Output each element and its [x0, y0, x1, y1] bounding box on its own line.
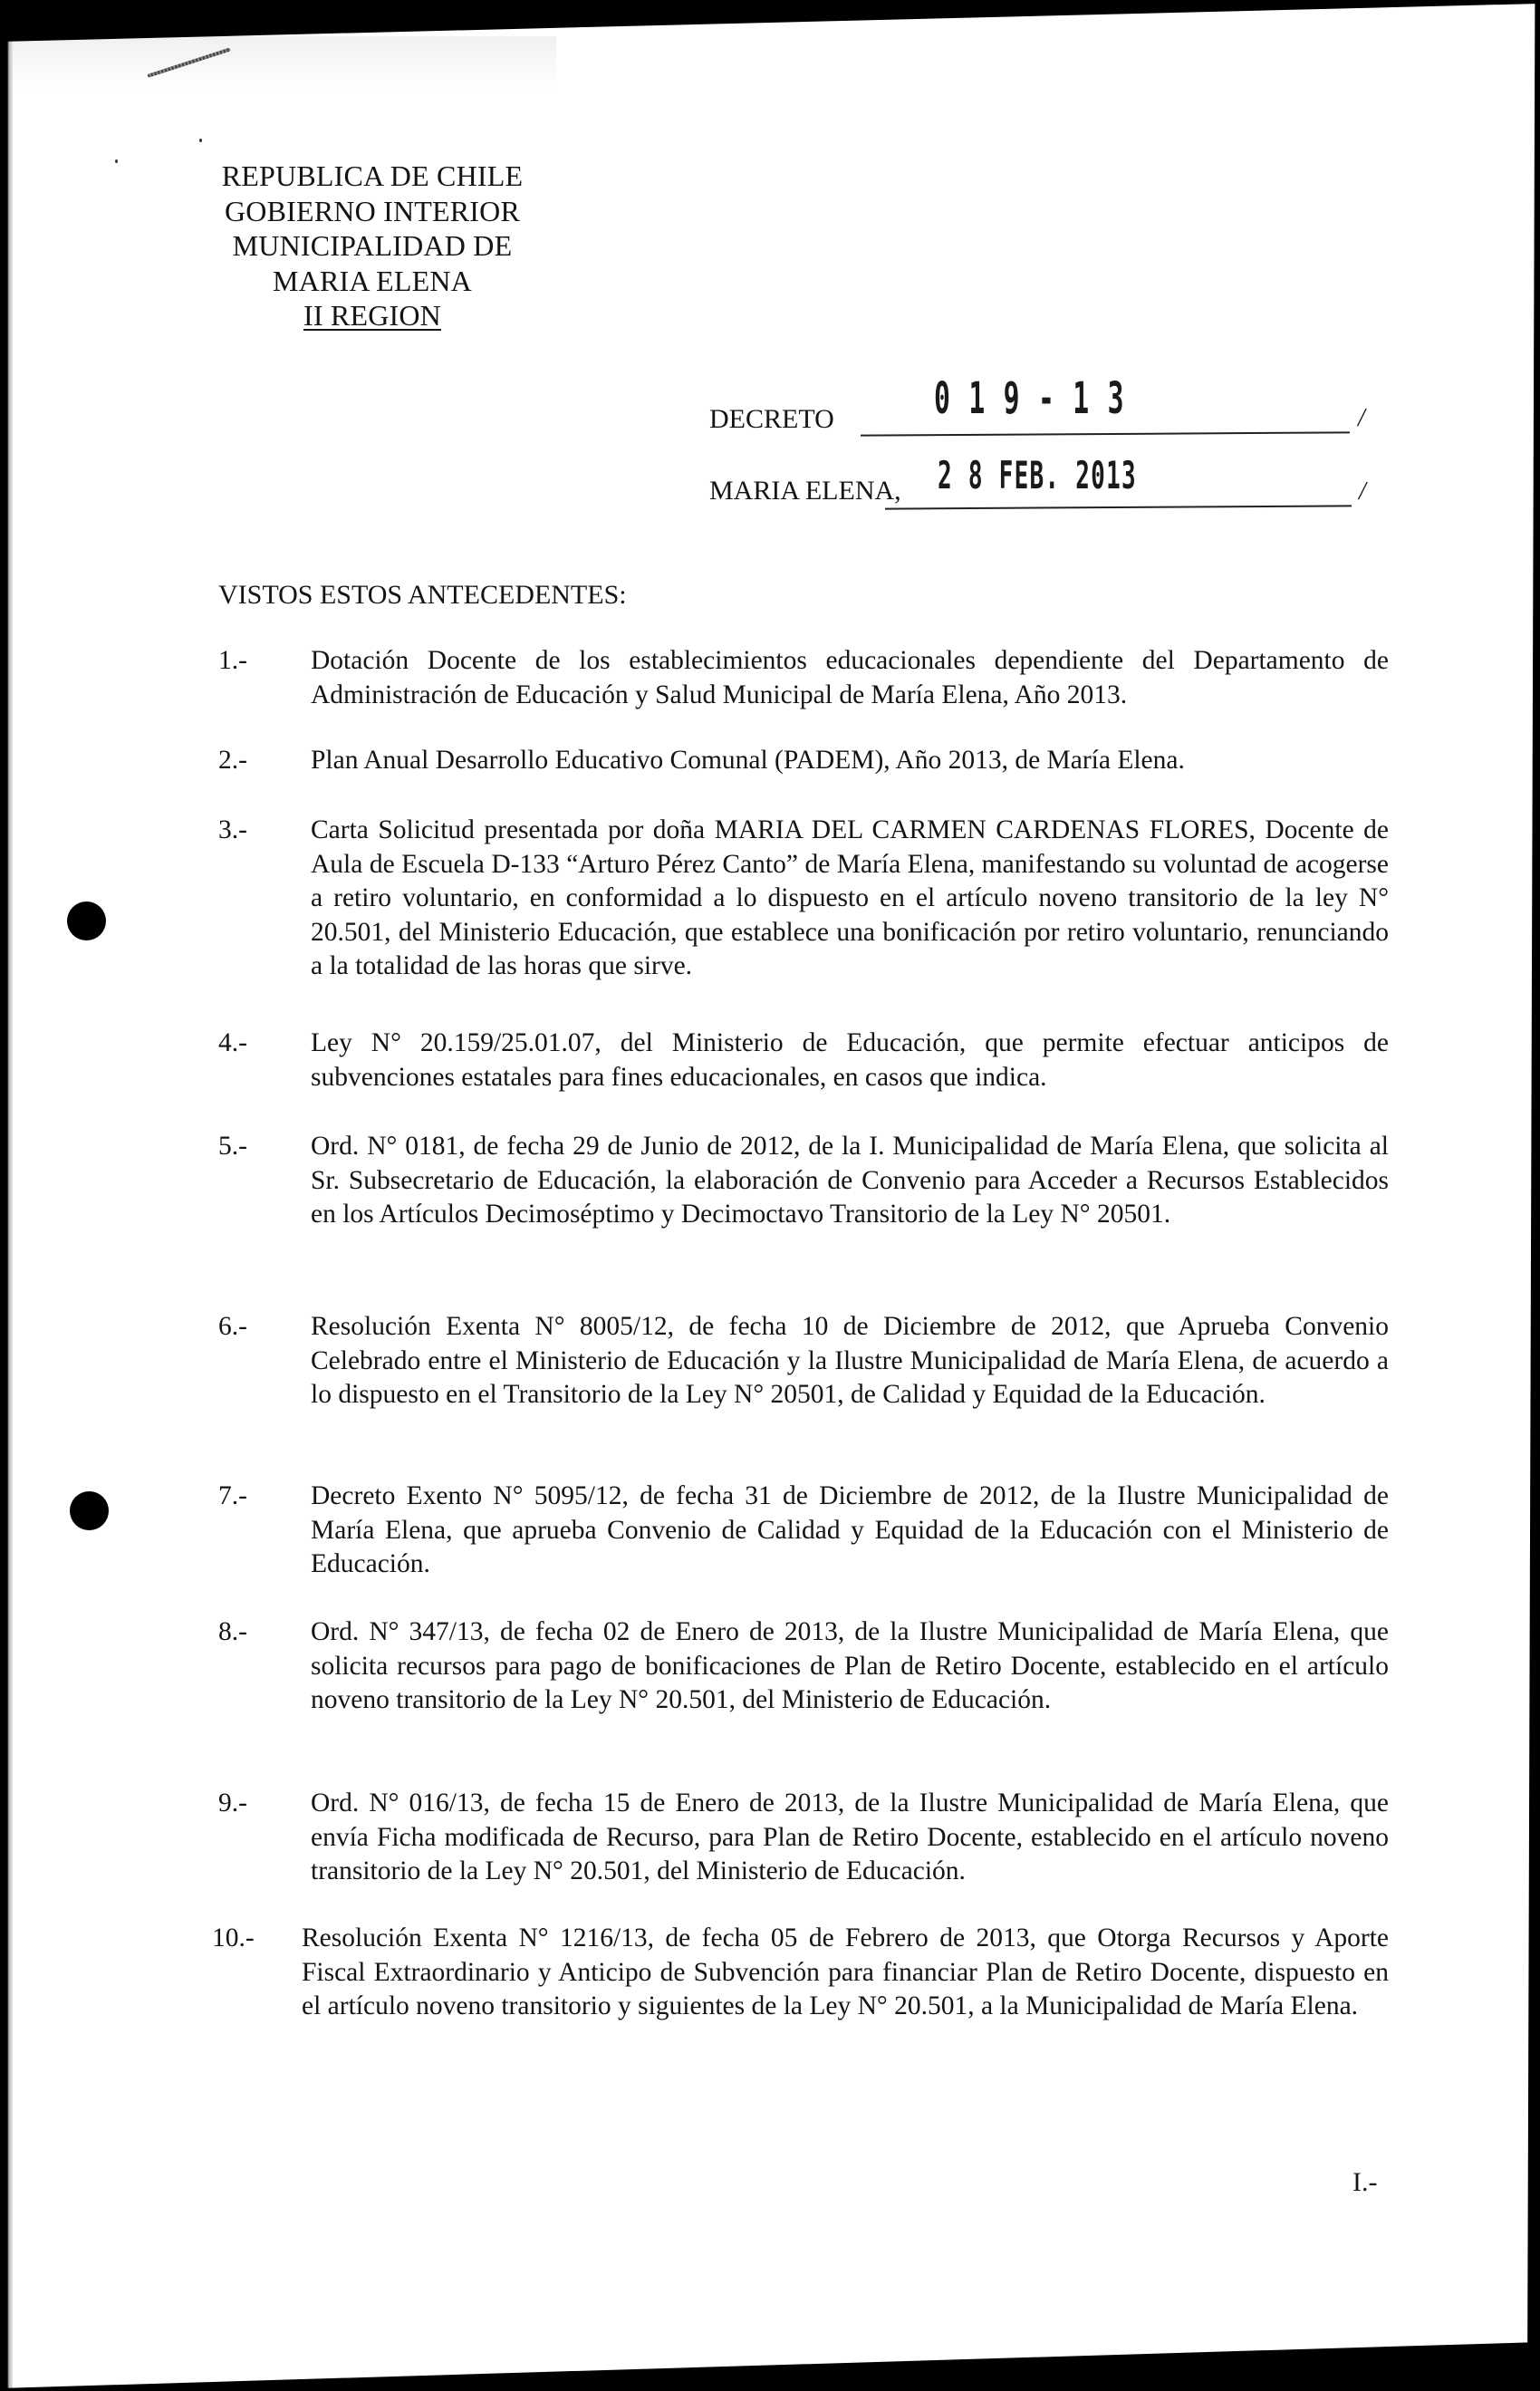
antecedent-item	[218, 644, 1389, 712]
punch-hole-icon	[70, 1491, 109, 1530]
antecedent-item	[218, 814, 1389, 984]
item-number: 1.-	[218, 646, 247, 675]
section-title: VISTOS ESTOS ANTECEDENTES:	[218, 580, 627, 610]
item-number: 7.-	[218, 1481, 247, 1510]
letterhead-line: GOBIERNO INTERIOR	[224, 194, 521, 227]
item-text: Carta Solicitud presentada por doña MARIA DEL CARMEN CARDENAS FLORES, Docente de Aula de Escuela D-133 “Arturo Pérez Canto” de María Elena, manifestando su voluntad de acogerse a retiro voluntario, en conformidad a lo dispuesto en el artículo noveno transitorio de la ley N° 20.501, del Ministerio Educación, que establece una bonificación por retiro voluntario, renunciando a la totalidad de las horas que sirve.	[311, 815, 1389, 980]
antecedent-item	[218, 1130, 1389, 1232]
decreto-field	[709, 373, 1398, 435]
letterhead-region: II REGION	[303, 299, 441, 332]
item-number: 3.-	[218, 815, 247, 844]
scan-top-shadow	[13, 36, 556, 91]
letterhead-line: MUNICIPALIDAD DE	[232, 229, 513, 262]
item-number: 6.-	[218, 1312, 247, 1341]
page-continuation-marker: I.-	[1352, 2167, 1378, 2197]
letterhead-line: REPUBLICA DE CHILE	[221, 159, 524, 192]
date-underline	[885, 505, 1352, 509]
antecedent-item	[218, 744, 1389, 778]
scan-left-dark-edge	[0, 0, 7, 997]
antecedent-item	[212, 1922, 1389, 2024]
item-number: 2.-	[218, 746, 247, 775]
item-text: Ord. N° 016/13, de fecha 15 de Enero de 2013, de la Ilustre Municipalidad de María Elena, que envía Ficha modificada de Recurso, para Plan de Retiro Docente, establecido en el artículo noveno transitorio de la Ley N° 20.501, del Ministerio de Educación.	[311, 1788, 1389, 1885]
item-text: Ord. N° 347/13, de fecha 02 de Enero de 2013, de la Ilustre Municipalidad de María Elena, que solicita recursos para pago de bonificaciones de Plan de Retiro Docente, establecido en el artículo noveno transitorio de la Ley N° 20.501, del Ministerio de Educación.	[311, 1617, 1389, 1714]
scan-right-edge	[1527, 0, 1540, 2391]
item-text: Plan Anual Desarrollo Educativo Comunal (PADEM), Año 2013, de María Elena.	[311, 746, 1185, 775]
decreto-underline	[861, 431, 1350, 436]
date-stamp: 2 8 FEB. 2013	[938, 453, 1137, 497]
item-text: Resolución Exenta N° 1216/13, de fecha 05 de Febrero de 2013, que Otorga Recursos y Aporte Fiscal Extraordinario y Anticipo de Subvención para financiar Plan de Retiro Docente, dispuesto en el artículo noveno transitorio y siguientes de la Ley N° 20.501, a la Municipalidad de María Elena.	[302, 1923, 1389, 2020]
scan-speck	[199, 139, 202, 142]
punch-hole-icon	[67, 901, 106, 940]
decreto-number-stamp: 0 1 9 - 1 3	[934, 373, 1125, 424]
item-number: 8.-	[218, 1617, 247, 1646]
date-slash: /	[1359, 477, 1366, 506]
letterhead	[214, 159, 531, 333]
antecedent-item	[218, 1027, 1389, 1094]
place-label: MARIA ELENA,	[709, 476, 901, 506]
item-number: 4.-	[218, 1028, 247, 1057]
item-text: Dotación Docente de los establecimientos educacionales dependiente del Departamento de Administración de Educación y Salud Municipal de María Elena, Año 2013.	[311, 646, 1389, 709]
date-field	[709, 452, 1398, 506]
antecedent-item	[218, 1615, 1389, 1718]
decreto-slash: /	[1358, 404, 1365, 432]
item-text: Ord. N° 0181, de fecha 29 de Junio de 2012, de la I. Municipalidad de María Elena, que solicita al Sr. Subsecretario de Educación, la elaboración de Convenio para Acceder a Recursos Establecidos en los Artículos Decimoséptimo y Decimoctavo Transitorio de la Ley N° 20501.	[311, 1132, 1389, 1229]
item-number: 10.-	[212, 1923, 255, 1952]
decreto-label: DECRETO	[709, 404, 834, 434]
item-number: 9.-	[218, 1788, 247, 1817]
item-text: Decreto Exento N° 5095/12, de fecha 31 de Diciembre de 2012, de la Ilustre Municipalidad de María Elena, que aprueba Convenio de Calidad y Equidad de la Educación con el Ministerio de Educación.	[311, 1481, 1389, 1578]
letterhead-line: MARIA ELENA	[273, 264, 472, 297]
item-text: Resolución Exenta N° 8005/12, de fecha 10 de Diciembre de 2012, que Aprueba Convenio Celebrado entre el Ministerio de Educación y la Ilustre Municipalidad de María Elena, de acuerdo a lo dispuesto en el Transitorio de la Ley N° 20501, de Calidad y Equidad de la Educación.	[311, 1312, 1389, 1409]
antecedent-item	[218, 1310, 1389, 1412]
item-text: Ley N° 20.159/25.01.07, del Ministerio de Educación, que permite efectuar anticipos de subvenciones estatales para fines educacionales, en casos que indica.	[311, 1028, 1389, 1092]
antecedent-item	[218, 1787, 1389, 1889]
scan-bottom-edge	[0, 2337, 1540, 2391]
item-number: 5.-	[218, 1132, 247, 1161]
scan-speck	[115, 159, 118, 163]
antecedent-item	[218, 1480, 1389, 1582]
